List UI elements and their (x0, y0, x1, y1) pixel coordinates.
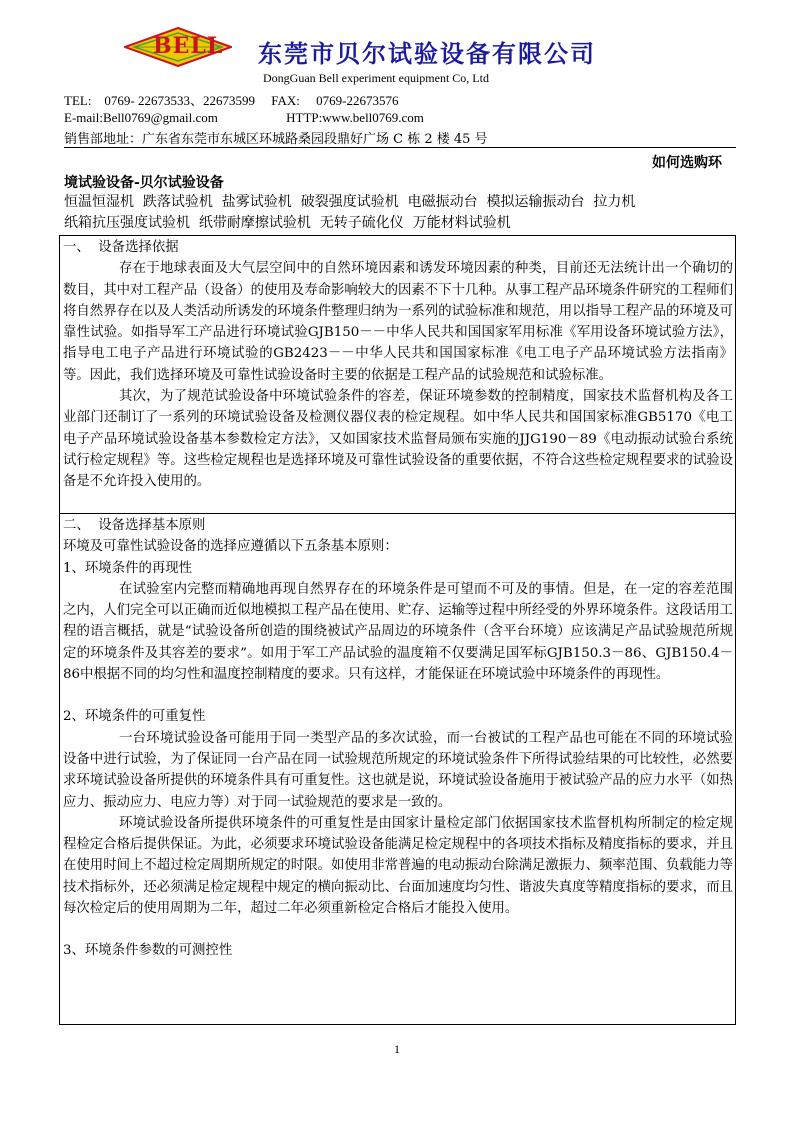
category-title: 境试验设备-贝尔试验设备 (64, 175, 224, 191)
spacer (63, 685, 733, 706)
subsection2-paragraph1: 一台环境试验设备可能用于同一类型产品的多次试验，而一台被试的工程产品也可能在不同的环境试验设备中进行试验，为了保证同一台产品在同一试验规范所规定的环境试验条件下所得试验结果的可比较性，必然要求环境试验设备所提供的环境条件具有可重复性。这也就是说，环境试验设备施用于被试验产品的应力水平（如热应力、振动应力、电应力等）对于同一试验规范的要求是一致的。 (63, 730, 733, 810)
section1-heading: 一、 设备选择依据 (63, 240, 179, 255)
category-list-line2: 纸箱抗压强度试验机 纸带耐摩擦试验机 无转子硫化仪 万能材料试验机 (64, 215, 511, 231)
page-title: 如何选购环 (652, 155, 722, 171)
page-number: 1 (394, 1042, 400, 1056)
section1-paragraph2: 其次，为了规范试验设备中环境试验条件的容差，保证环境参数的控制精度，国家技术监督机构及各工业部门还制订了一系列的环境试验设备及检测仪器仪表的检定规程。如中华人民共和国国家标准GB5170《电工电子产品环境试验设备基本参数检定方法》，又如国家技术监督局颁布实施的JJG190－89《电动振动试验台系统试行检定规程》等。这些检定规程也是选择环境及可靠性试验设备的重要依据，不符合这些检定规程要求的试验设备是不允许投入使用的。 (63, 389, 733, 490)
category-list-line1: 恒温恒湿机 跌落试验机 盐雾试验机 破裂强度试验机 电磁振动台 模拟运输振动台 拉力机 (64, 194, 636, 210)
section2-heading: 二、 设备选择基本原则 (63, 518, 206, 533)
company-logo (124, 27, 232, 67)
section2 (63, 515, 733, 962)
logo-text: BELL (153, 33, 224, 59)
header-divider (64, 147, 736, 148)
section2-intro: 环境及可靠性试验设备的选择应遵循以下五条基本原则： (63, 539, 398, 555)
contact-address: 销售部地址：广东省东莞市东城区环城路桑园段鼎好广场 C 栋 2 楼 45 号 (64, 132, 488, 147)
subsection2-heading: 2、环境条件的可重复性 (63, 709, 206, 725)
company-name: 东莞市贝尔试验设备有限公司 (258, 39, 596, 68)
contact-phone-fax: TEL: 0769- 22673533、22673599 FAX: 0769-22673576 (64, 93, 399, 108)
company-name-en: DongGuan Bell experiment equipment Co, Ltd (263, 71, 489, 85)
spacer (63, 919, 733, 940)
contact-email-web: E-mail:Bell0769@gmail.com HTTP:www.bell0769.com (64, 110, 424, 125)
section1-paragraph1: 存在于地球表面及大气层空间中的自然环境因素和诱发环境因素的种类，目前还无法统计出一个确切的数目，其中对工程产品（设备）的使用及寿命影响较大的因素不下十几种。从事工程产品环境条件研究的工程师们将自然界存在以及人类活动所诱发的环境条件整理归纳为一系列的试验标准和规范，用以指导工程产品的环境及可靠性试验。如指导军工产品进行环境试验GJB150－－中华人民共和国国家军用标准《军用设备环境试验方法》，指导电工电子产品进行环境试验的GB2423－－中华人民共和国国家标准《电工电子产品环境试验方法指南》等。因此，我们选择环境及可靠性试验设备时主要的依据是工程产品的试验规范和试验标准。 (63, 261, 733, 383)
subsection2-paragraph2: 环境试验设备所提供环境条件的可重复性是由国家计量检定部门依据国家技术监督机构所制定的检定规程检定合格后提供保证。为此，必须要求环境试验设备能满足检定规程中的各项技术指标及精度指标的要求，并且在使用时间上不超过检定周期所规定的时限。如使用非常普遍的电动振动台除满足激振力、频率范围、负载能力等技术指标外，还必须满足检定规程中规定的横向振动比、台面加速度均匀性、谐波失真度等精度指标的要求，而且每次检定后的使用周期为二年，超过二年必须重新检定合格后才能投入使用。 (63, 815, 733, 917)
subsection1-paragraph: 在试验室内完整而精确地再现自然界存在的环境条件是可望而不可及的事情。但是，在一定的容差范围之内，人们完全可以正确而近似地模拟工程产品在使用、贮存、运输等过程中所经受的外界环境条件。这段话用工程的语言概括，就是“试验设备所创造的围绕被试产品周边的环境条件（含平台环境）应该满足产品试验规范所规定的环境条件及其容差的要求”。如用于军工产品试验的温度箱不仅要满足国军标GJB150.3－86、GJB150.4－86中根据不同的均匀性和温度控制精度的要求。只有这样，才能保证在环境试验中环境条件的再现性。 (63, 581, 733, 683)
subsection3-heading: 3、环境条件参数的可测控性 (63, 943, 233, 959)
subsection1-heading: 1、环境条件的再现性 (63, 560, 193, 576)
section1 (63, 237, 733, 493)
